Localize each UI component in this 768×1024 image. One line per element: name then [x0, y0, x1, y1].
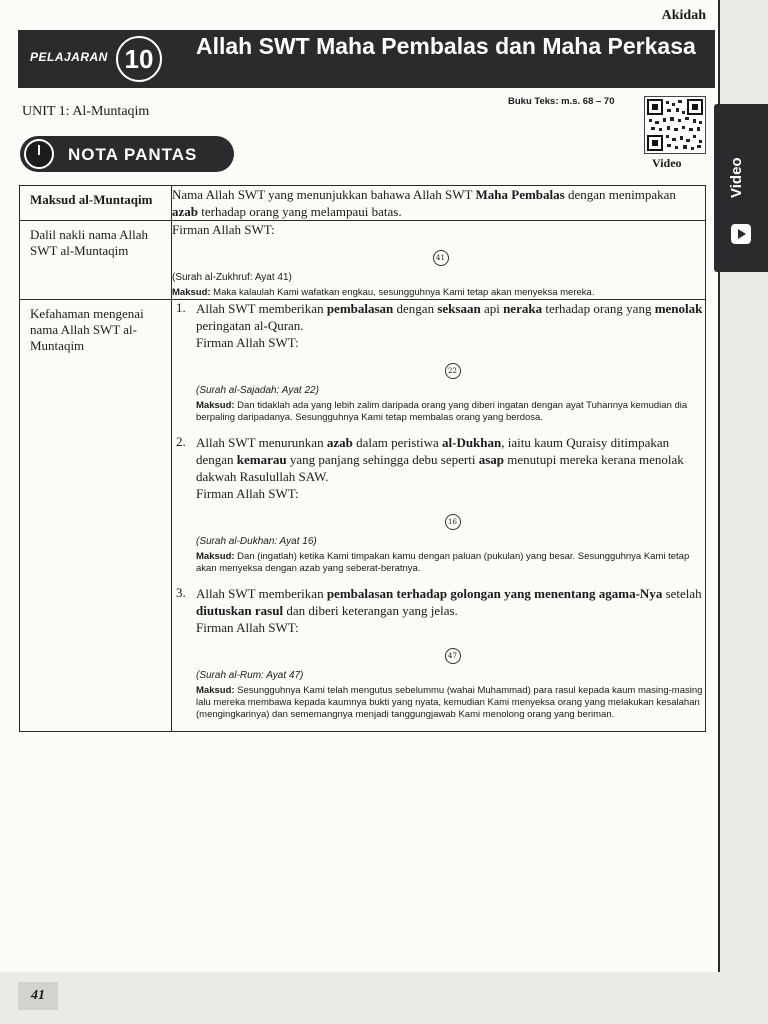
- verse-citation: (Surah al-Dukhan: Ayat 16): [196, 536, 317, 547]
- arabic-verse: [172, 246, 705, 266]
- bold-term: pembalasan: [326, 301, 394, 316]
- arabic-verse: [196, 359, 705, 379]
- row-label-cell: [20, 186, 172, 221]
- firman-intro: Firman Allah SWT:: [196, 486, 299, 501]
- qr-caption: Video: [652, 156, 682, 170]
- text-part: yang panjang sehingga debu seperti: [286, 452, 479, 467]
- text-part: Nama Allah SWT yang menunjukkan bahawa Allah SWT: [172, 187, 476, 202]
- row-content-cell: [172, 300, 706, 732]
- row-label: Kefahaman mengenai nama Allah SWT al-Muntaqim: [30, 306, 144, 353]
- table-row-kefahaman: [20, 300, 706, 732]
- text-part: menutupi mereka kerana menolak dakwah Rasulullah SAW.: [196, 452, 684, 484]
- kefahaman-list: [172, 300, 705, 721]
- unit-name: Al-Muntaqim: [72, 104, 150, 119]
- unit-title: [22, 104, 149, 120]
- list-item: [172, 300, 705, 424]
- lesson-label: PELAJARAN: [30, 50, 108, 64]
- bold-term: azab: [172, 204, 198, 219]
- bold-term: asap: [478, 452, 504, 467]
- text-part: dalam peristiwa: [352, 435, 442, 450]
- maksud-definition: [172, 186, 705, 220]
- ayah-number-mark: 22: [445, 363, 461, 379]
- list-item: [172, 585, 705, 721]
- verse-citation: (Surah al-Sajadah: Ayat 22): [196, 385, 319, 396]
- point-text: [196, 434, 705, 485]
- text-part: peringatan al-Quran.: [196, 318, 304, 333]
- verse-translation: [196, 551, 705, 575]
- textbook-reference: Buku Teks: m.s. 68 – 70: [508, 96, 615, 107]
- video-side-tab[interactable]: [714, 104, 768, 272]
- maksud-text: Sesungguhnya Kami telah mengutus sebelummu (wahai Muhammad) para rasul kepada kaum masing-masing lalu mereka membawa kepada kaumnya bukti yang nyata, kemudian Kami menyeksa orang yang melakukan kesalahan (mengingkarinya) dan sememangnya menjadi tanggungjawab Kami menolong orang yang beriman.: [196, 685, 703, 720]
- text-part: terhadap orang yang melampaui batas.: [198, 204, 402, 219]
- bold-term: al-Dukhan: [442, 435, 502, 450]
- row-label-cell: [20, 221, 172, 300]
- point-number: 2.: [176, 434, 186, 449]
- bold-term: kemarau: [236, 452, 287, 467]
- row-label: Dalil nakli nama Allah SWT al-Muntaqim: [30, 227, 149, 258]
- row-content-cell: [172, 186, 706, 221]
- qr-code-pattern: [645, 97, 705, 153]
- maksud-label: Maksud:: [196, 400, 235, 411]
- firman-intro: Firman Allah SWT:: [196, 335, 299, 350]
- list-item: [172, 434, 705, 575]
- page-number: 41: [18, 982, 58, 1010]
- maksud-text: Maka kalaulah Kami wafatkan engkau, sesungguhnya Kami tetap akan menyeksa mereka.: [210, 287, 595, 298]
- bold-term: seksaan: [437, 301, 481, 316]
- row-label-text: Maksud al-Muntaqim: [30, 192, 153, 207]
- row-content-cell: [172, 221, 706, 300]
- verse-translation: [196, 400, 705, 424]
- nota-pantas-badge: [20, 136, 234, 172]
- text-part: terhadap orang yang: [542, 301, 655, 316]
- ayah-number-mark: 41: [433, 250, 449, 266]
- qr-code-icon[interactable]: [644, 96, 706, 154]
- play-icon: [731, 224, 751, 244]
- row-label-cell: [20, 300, 172, 732]
- subject-label: Akidah: [661, 8, 706, 23]
- maksud-label: Maksud:: [196, 551, 235, 562]
- ayah-number-mark: 16: [445, 514, 461, 530]
- text-part: api: [480, 301, 504, 316]
- table-row-maksud: [20, 186, 706, 221]
- bold-term: menolak: [654, 301, 703, 316]
- clock-icon: [24, 139, 54, 169]
- title-bar: [18, 30, 715, 88]
- notes-table: [19, 185, 706, 732]
- bold-term: Maha Pembalas: [475, 187, 565, 202]
- text-part: Allah SWT memberikan: [196, 586, 327, 601]
- text-part: Allah SWT memberikan: [196, 301, 327, 316]
- text-part: , iaitu kaum Quraisy ditimpakan dengan: [196, 435, 670, 467]
- bold-term: pembalasan terhadap golongan yang menentang agama-Nya: [326, 586, 663, 601]
- firman-intro: Firman Allah SWT:: [196, 620, 299, 635]
- table-row-dalil: [20, 221, 706, 300]
- verse-translation: [172, 287, 705, 299]
- bold-term: neraka: [503, 301, 543, 316]
- point-text: [196, 300, 705, 334]
- maksud-text: Dan (ingatlah) ketika Kami timpakan kamu dengan paluan (pukulan) yang besar. Sesungguhnya Kami tetap akan menyeksa dengan azab yang seberat-beratnya.: [196, 551, 690, 574]
- bold-term: azab: [326, 435, 353, 450]
- bold-term: diutuskan rasul: [196, 603, 284, 618]
- lesson-number-badge: 10: [116, 36, 162, 82]
- point-number: 3.: [176, 585, 186, 600]
- maksud-label: Maksud:: [196, 685, 235, 696]
- maksud-text: Dan tidaklah ada yang lebih zalim daripada orang yang diberi ingatan dengan ayat Tuhannya kemudian dia berpaling daripadanya. Sesungguhnya Kami tetap membalas orang yang berdosa.: [196, 400, 688, 423]
- side-tab-label: Video: [728, 157, 745, 199]
- verse-citation: (Surah al-Zukhruf: Ayat 41): [172, 272, 292, 283]
- arabic-verse: [196, 510, 705, 530]
- arabic-verse-line-2: [196, 644, 705, 664]
- text-part: Allah SWT menurunkan: [196, 435, 327, 450]
- text-part: setelah: [662, 586, 702, 601]
- firman-intro: Firman Allah SWT:: [172, 222, 275, 237]
- row-label: [20, 186, 171, 214]
- point-number: 1.: [176, 300, 186, 315]
- text-part: dengan menimpakan: [564, 187, 676, 202]
- page-title: Allah SWT Maha Pembalas dan Maha Perkasa: [196, 33, 696, 59]
- point-text: [196, 585, 705, 619]
- maksud-label: Maksud:: [172, 287, 211, 298]
- ayah-number-mark: 47: [445, 648, 461, 664]
- verse-translation: [196, 685, 705, 721]
- unit-label: UNIT 1:: [22, 104, 70, 119]
- nota-pantas-label: NOTA PANTAS: [68, 145, 198, 164]
- verse-citation: (Surah al-Rum: Ayat 47): [196, 670, 304, 681]
- text-part: dengan: [393, 301, 438, 316]
- text-part: dan diberi keterangan yang jelas.: [283, 603, 458, 618]
